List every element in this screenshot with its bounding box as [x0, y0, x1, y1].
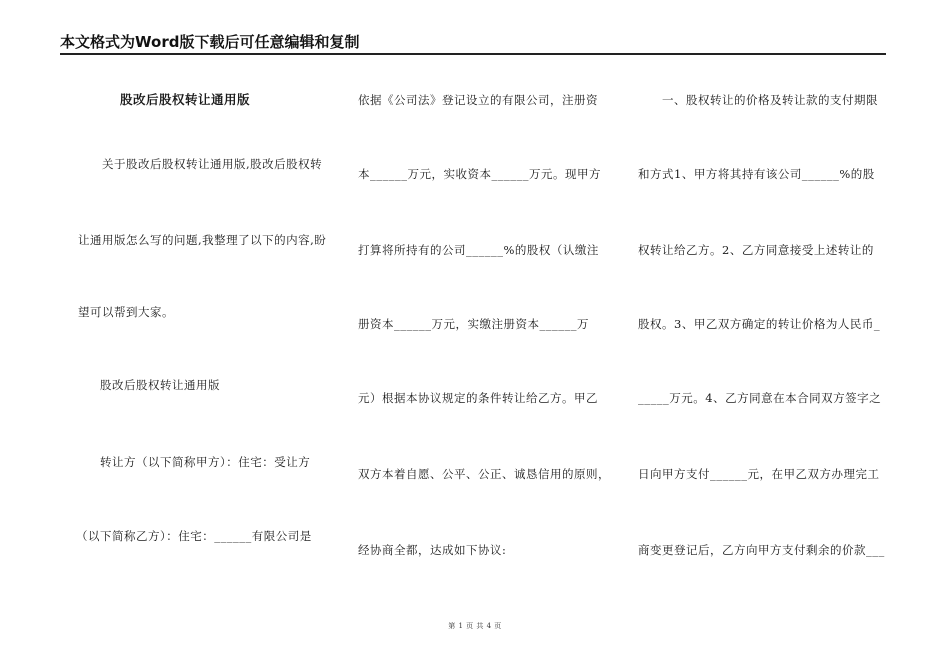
paragraph-line: 关于股改后股权转让通用版,股改后股权转: [102, 157, 323, 171]
paragraph-line: 望可以帮到大家。: [78, 305, 174, 319]
paragraph-line: 双方本着自愿、公平、公正、诚恳信用的原则，: [358, 467, 610, 481]
page-number: 第 1 页 共 4 页: [448, 622, 502, 630]
paragraph-line: 依据《公司法》登记设立的有限公司，注册资: [358, 93, 598, 107]
paragraph-line: 打算将所持有的公司______%的股权（认缴注: [358, 243, 599, 257]
paragraph-line: 日向甲方支付______元，在甲乙双方办理完工: [638, 467, 880, 481]
document-title: 股改后股权转让通用版: [120, 92, 251, 107]
paragraph-line: _____万元。4、乙方同意在本合同双方签字之: [638, 391, 882, 405]
paragraph-line: 一、股权转让的价格及转让款的支付期限: [662, 93, 878, 107]
paragraph-line: 本______万元，实收资本______万元。现甲方: [358, 167, 601, 181]
banner-divider: [60, 53, 886, 55]
paragraph-line: （以下简称乙方）：住宅：______有限公司是: [76, 529, 312, 543]
document-banner: 本文格式为Word版下载后可任意编辑和复制: [60, 33, 360, 51]
paragraph-line: 元）根据本协议规定的条件转让给乙方。甲乙: [358, 391, 598, 405]
paragraph-line: 和方式1、甲方将其持有该公司______%的股: [638, 167, 875, 181]
paragraph-line: 股权。3、甲乙双方确定的转让价格为人民币_: [638, 317, 881, 331]
paragraph-line: 商变更登记后，乙方向甲方支付剩余的价款___: [638, 543, 885, 557]
paragraph-line: 转让方（以下简称甲方）：住宅：受让方: [100, 455, 311, 469]
paragraph-line: 让通用版怎么写的问题,我整理了以下的内容,盼: [78, 233, 327, 247]
paragraph-line: 册资本______万元，实缴注册资本______万: [358, 317, 589, 331]
paragraph-line: 经协商全都，达成如下协议:: [358, 543, 507, 557]
paragraph-line: 权转让给乙方。2、乙方同意接受上述转让的: [638, 243, 874, 257]
section-heading: 股改后股权转让通用版: [100, 378, 220, 392]
